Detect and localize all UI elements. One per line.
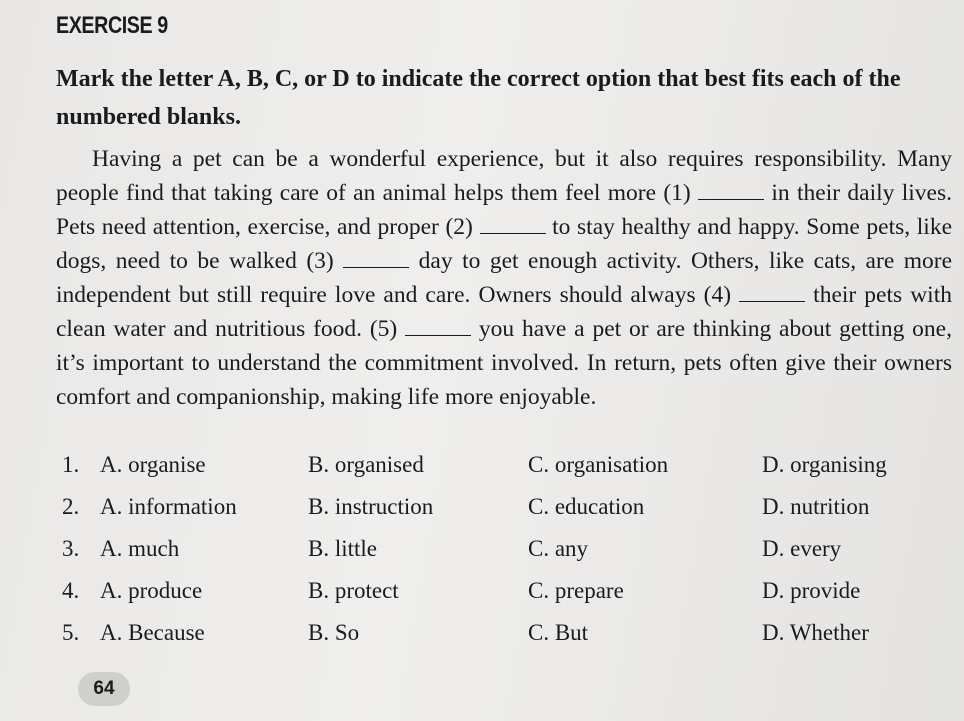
option-a[interactable]: A. Because bbox=[100, 620, 205, 645]
option-a[interactable]: A. organise bbox=[100, 452, 206, 477]
option-b[interactable]: B. little bbox=[308, 536, 377, 561]
question-number: 3. bbox=[62, 536, 80, 561]
answer-blank[interactable] bbox=[739, 283, 805, 302]
option-d[interactable]: D. Whether bbox=[762, 620, 869, 645]
option-b[interactable]: B. organised bbox=[308, 452, 424, 477]
reading-passage bbox=[56, 142, 952, 414]
question-number: 5. bbox=[62, 620, 80, 645]
option-d[interactable]: D. organising bbox=[762, 452, 887, 477]
option-c[interactable]: C. any bbox=[528, 536, 589, 561]
option-b[interactable]: B. So bbox=[308, 620, 360, 645]
answer-blank[interactable] bbox=[343, 249, 409, 268]
passage-text: you have a pet or are thinking about getting one, it’s important to understand the commitment involved. In return, pets often give their owners comfort and companionship, making life more enjoyable. bbox=[56, 316, 952, 410]
passage-text: their pets with clean water and nutritious food. (5) bbox=[56, 282, 952, 342]
answer-blank[interactable] bbox=[405, 317, 471, 336]
option-a[interactable]: A. much bbox=[100, 536, 180, 561]
question-number: 2. bbox=[62, 494, 80, 519]
exercise-title: EXERCISE 9 bbox=[56, 12, 168, 39]
exercise-instruction: Mark the letter A, B, C, or D to indicate the correct option that best fits each of the numbered blanks. bbox=[56, 66, 901, 130]
option-c[interactable]: C. education bbox=[528, 494, 645, 519]
option-d[interactable]: D. nutrition bbox=[762, 494, 870, 519]
question-row bbox=[56, 578, 956, 620]
answer-blank[interactable] bbox=[698, 181, 764, 200]
option-c[interactable]: C. prepare bbox=[528, 578, 624, 603]
answer-blank[interactable] bbox=[480, 215, 546, 234]
question-row bbox=[56, 452, 956, 494]
question-number: 4. bbox=[62, 578, 80, 603]
option-d[interactable]: D. every bbox=[762, 536, 842, 561]
option-b[interactable]: B. instruction bbox=[308, 494, 434, 519]
answer-options bbox=[56, 452, 956, 662]
passage-text: in their daily lives. Pets need attention, exercise, and proper (2) bbox=[56, 180, 952, 240]
option-c[interactable]: C. organisation bbox=[528, 452, 669, 477]
question-number: 1. bbox=[62, 452, 80, 477]
option-a[interactable]: A. information bbox=[100, 494, 237, 519]
question-row bbox=[56, 620, 956, 662]
passage-paragraph bbox=[56, 142, 952, 414]
passage-text: Having a pet can be a wonderful experience, but it also requires responsibility. Many people find that taking care of an animal helps them feel more (1) bbox=[56, 146, 952, 206]
question-row bbox=[56, 536, 956, 578]
question-row bbox=[56, 494, 956, 536]
option-c[interactable]: C. But bbox=[528, 620, 589, 645]
passage-text: to stay healthy and happy. Some pets, like dogs, need to be walked (3) bbox=[56, 214, 953, 274]
passage-text: day to get enough activity. Others, like cats, are more independent but still require love and care. Owners should always (4) bbox=[56, 248, 953, 308]
option-b[interactable]: B. protect bbox=[308, 578, 399, 603]
option-d[interactable]: D. provide bbox=[762, 578, 861, 603]
page-number: 64 bbox=[78, 672, 130, 706]
option-a[interactable]: A. produce bbox=[100, 578, 203, 603]
